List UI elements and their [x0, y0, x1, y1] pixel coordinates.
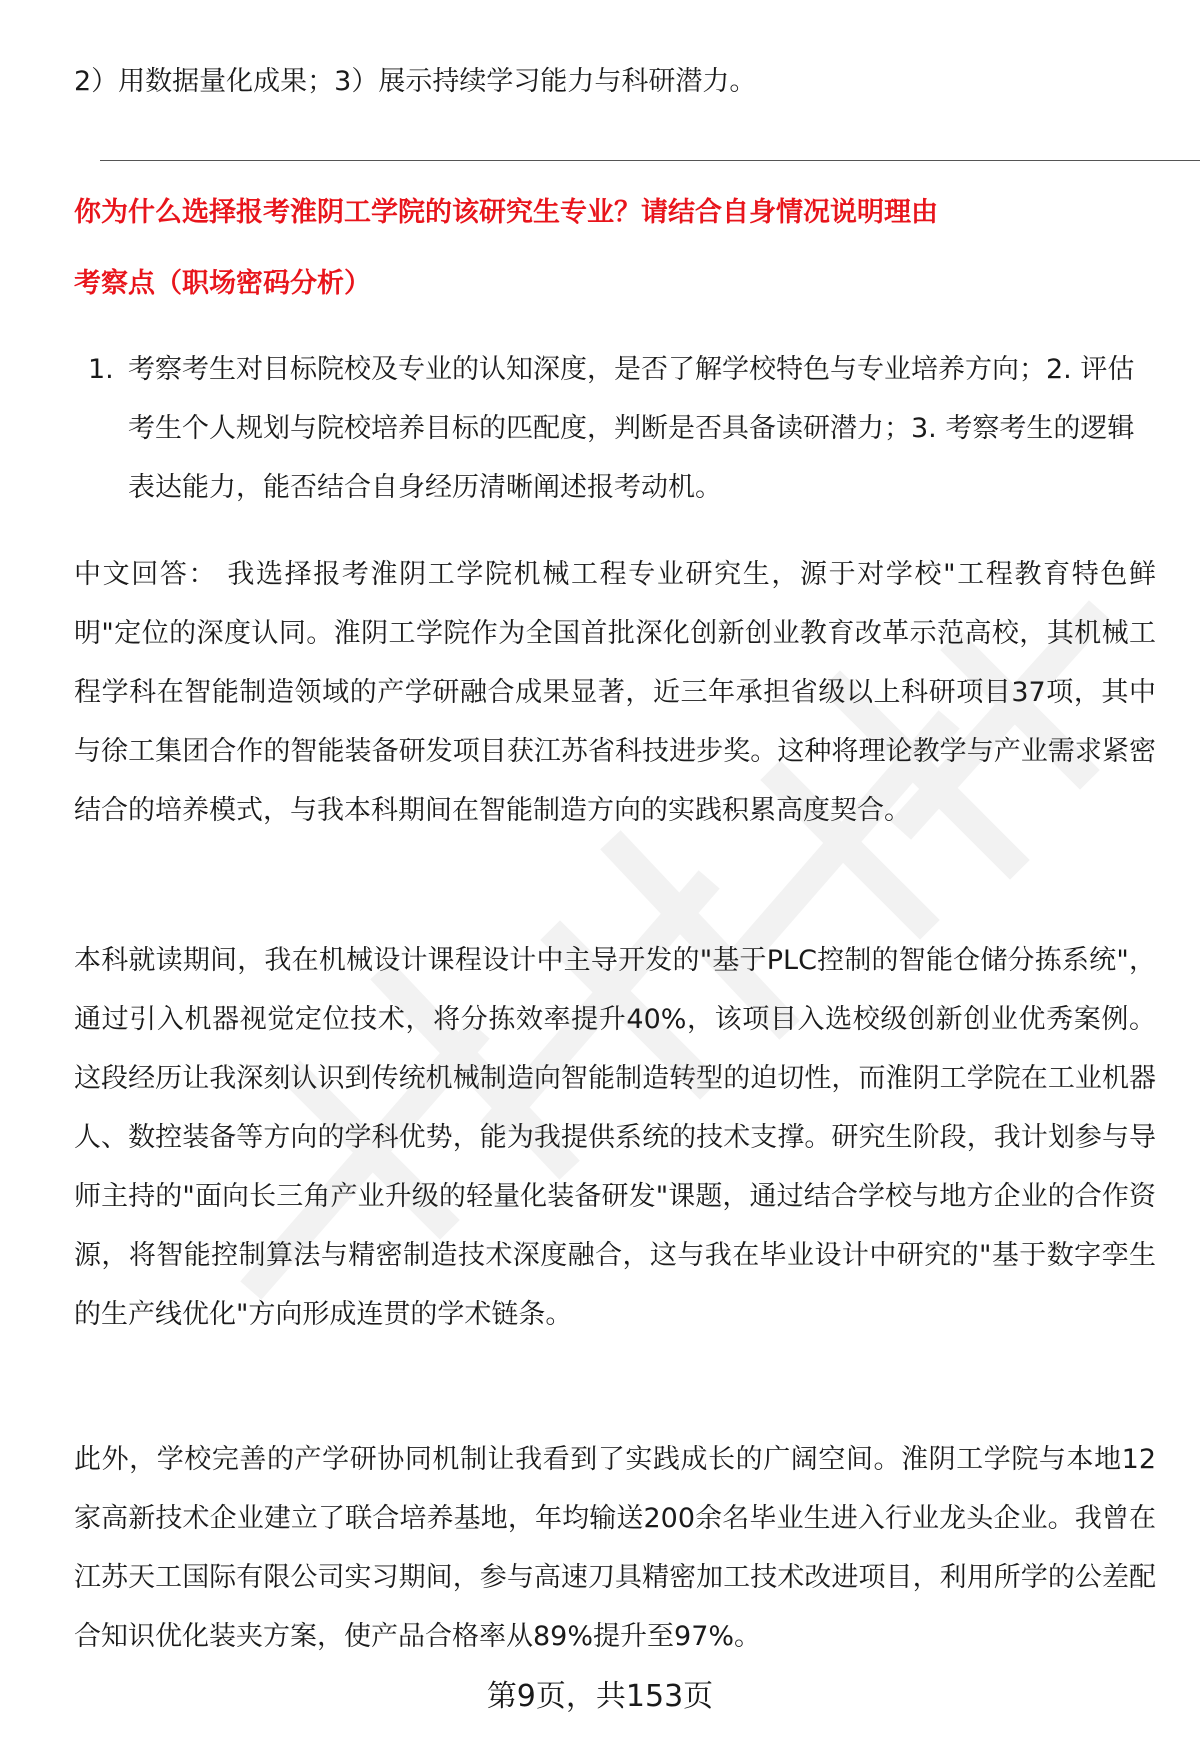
assessment-points-heading: 考察点（职场密码分析）: [74, 268, 371, 299]
page-number: 第9页，共153页: [486, 1679, 714, 1714]
section-divider: [100, 160, 1200, 161]
assessment-points-list: [88, 340, 1154, 517]
answer-paragraph-2: 本科就读期间，我在机械设计课程设计中主导开发的"基于PLC控制的智能仓储分拣系统"，通过引入机器视觉定位技术，将分拣效率提升40%，该项目入选校级创新创业优秀案例。这段经历让我深刻认识到传统机械制造向智能制造转型的迫切性，而淮阴工学院在工业机器人、数控装备等方向的学科优势，能为我提供系统的技术支撑。研究生阶段，我计划参与导师主持的"面向长三角产业升级的轻量化装备研发"课题，通过结合学校与地方企业的合作资源，将智能控制算法与精密制造技术深度融合，这与我在毕业设计中研究的"基于数字孪生的生产线优化"方向形成连贯的学术链条。: [74, 945, 1156, 1330]
answer-paragraph-3: 此外，学校完善的产学研协同机制让我看到了实践成长的广阔空间。淮阴工学院与本地12家高新技术企业建立了联合培养基地，年均输送200余名毕业生进入行业龙头企业。我曾在江苏天工国际有限公司实习期间，参与高速刀具精密加工技术改进项目，利用所学的公差配合知识优化装夹方案，使产品合格率从89%提升至97%。: [74, 1444, 1156, 1652]
list-item: [88, 340, 1154, 517]
list-item-number: 1.: [88, 354, 114, 385]
list-item-text: 考察考生对目标院校及专业的认知深度，是否了解学校特色与专业培养方向；2. 评估考生个人规划与院校培养目标的匹配度，判断是否具备读研潜力；3. 考察考生的逻辑表达能力，能否结合自身经历清晰阐述报考动机。: [128, 354, 1135, 503]
answer-paragraph-1: 中文回答： 我选择报考淮阴工学院机械工程专业研究生，源于对学校"工程教育特色鲜明"定位的深度认同。淮阴工学院作为全国首批深化创新创业教育改革示范高校，其机械工程学科在智能制造领域的产学研融合成果显著，近三年承担省级以上科研项目37项，其中与徐工集团合作的智能装备研发项目获江苏省科技进步奖。这种将理论教学与产业需求紧密结合的培养模式，与我本科期间在智能制造方向的实践积累高度契合。: [74, 559, 1156, 826]
question-heading: 你为什么选择报考淮阴工学院的该研究生专业？请结合自身情况说明理由: [74, 197, 938, 228]
previous-section-tail: 2）用数据量化成果；3）展示持续学习能力与科研潜力。: [74, 66, 757, 97]
